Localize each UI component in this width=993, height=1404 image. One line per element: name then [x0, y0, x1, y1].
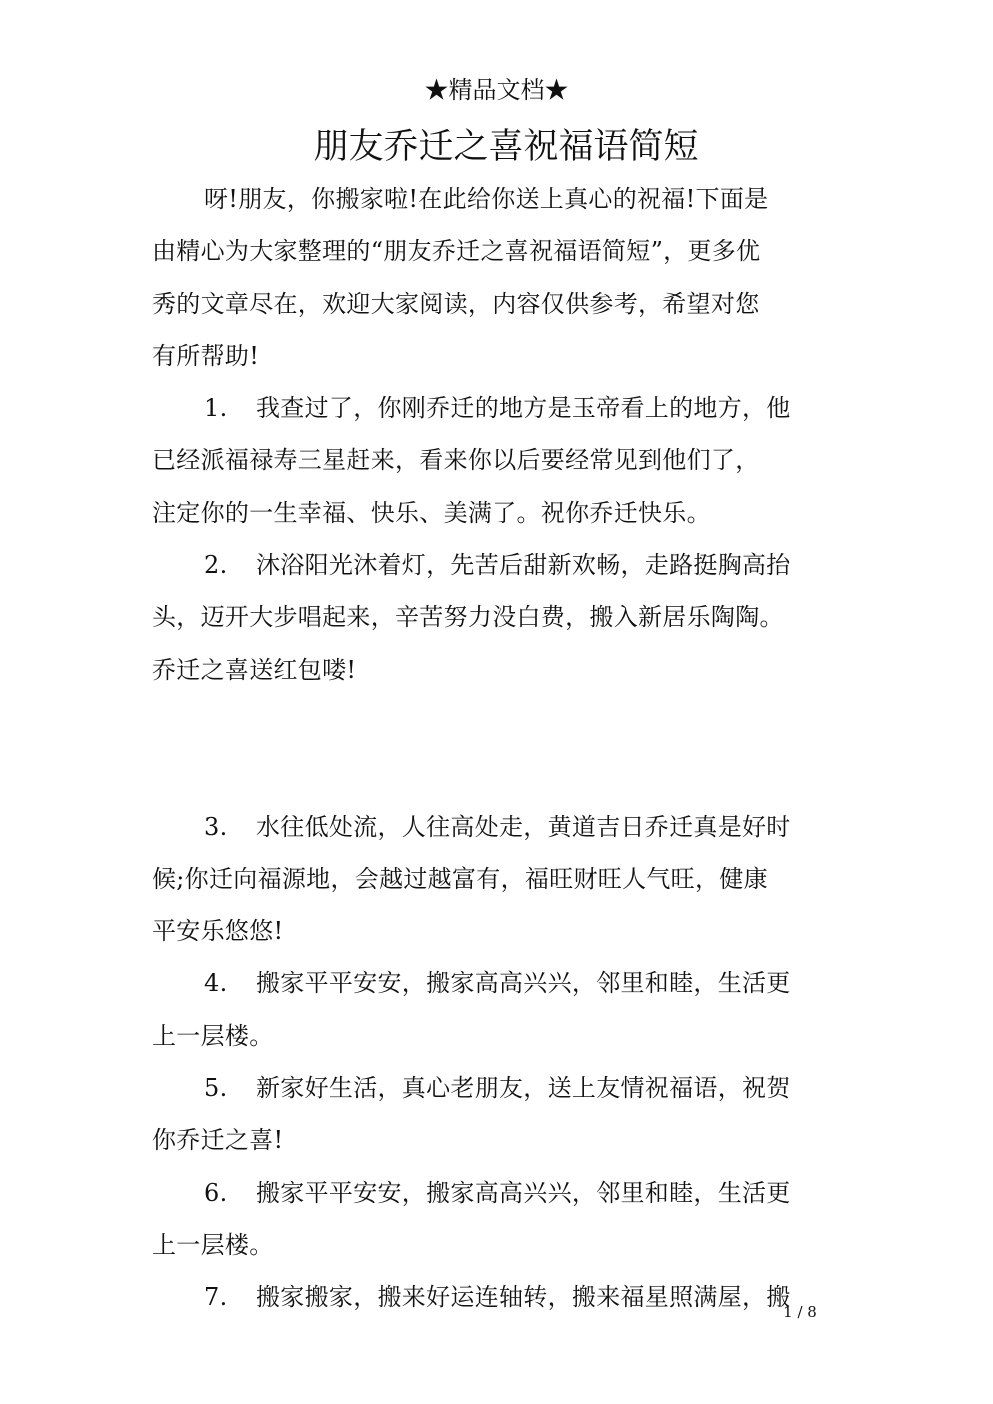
list-item-1 — [152, 386, 852, 543]
list-item-7 — [152, 1275, 852, 1327]
item-text: 沐浴阳光沐着灯，先苦后甜新欢畅，走路挺胸高抬 — [256, 551, 791, 580]
text-line — [152, 1066, 852, 1118]
list-item-3 — [152, 805, 852, 962]
item-text: 新家好生活，真心老朋友，送上友情祝福语，祝贺 — [256, 1074, 791, 1103]
item-text: 搬家搬家，搬来好运连轴转，搬来福星照满屋，搬 — [256, 1283, 791, 1312]
text-line: 乔迁之喜送红包喽! — [152, 655, 357, 684]
text-line: 头，迈开大步唱起来，辛苦努力没白费，搬入新居乐陶陶。 — [152, 603, 784, 632]
page-number: 1 / 8 — [783, 1303, 817, 1321]
item-number: 2. — [204, 551, 228, 580]
blank-line — [152, 700, 852, 752]
text-line: 平安乐悠悠! — [152, 917, 284, 946]
item-number: 7. — [204, 1283, 228, 1312]
text-line — [152, 386, 852, 438]
text-line: 上一层楼。 — [152, 1021, 274, 1050]
intro-paragraph — [152, 177, 852, 386]
item-number: 5. — [204, 1074, 228, 1103]
text-line: 已经派福禄寿三星赶来，看来你以后要经常见到他们了， — [152, 446, 760, 475]
text-line: 秀的文章尽在，欢迎大家阅读，内容仅供参考，希望对您 — [152, 289, 760, 318]
text-line — [152, 1275, 852, 1327]
document-title: 朋友乔迁之喜祝福语简短 — [313, 127, 699, 167]
item-text: 搬家平平安安，搬家高高兴兴，邻里和睦，生活更 — [256, 1178, 791, 1207]
header-watermark: ★精品文档★ — [424, 76, 569, 104]
text-line — [152, 805, 852, 857]
item-number: 6. — [204, 1178, 228, 1207]
list-item-2 — [152, 543, 852, 700]
text-line: 你乔迁之喜! — [152, 1126, 284, 1155]
text-line: 由精心为大家整理的“朋友乔迁之喜祝福语简短”，更多优 — [152, 237, 761, 266]
text-line — [152, 543, 852, 595]
item-number: 3. — [204, 812, 228, 841]
item-number: 1. — [204, 394, 228, 423]
item-text: 搬家平平安安，搬家高高兴兴，邻里和睦，生活更 — [256, 969, 791, 998]
blank-line — [152, 752, 852, 804]
list-item-5 — [152, 1066, 852, 1171]
text-line: 有所帮助! — [152, 341, 260, 370]
text-line: 上一层楼。 — [152, 1230, 274, 1259]
document-body — [152, 177, 852, 1328]
text-line: 注定你的一生幸福、快乐、美满了。祝你乔迁快乐。 — [152, 498, 711, 527]
list-item-4 — [152, 961, 852, 1066]
list-item-6 — [152, 1171, 852, 1276]
text-line: 候;你迁向福源地，会越过越富有，福旺财旺人气旺，健康 — [152, 864, 768, 893]
item-text: 我查过了，你刚乔迁的地方是玉帝看上的地方，他 — [256, 394, 791, 423]
item-text: 水往低处流，人往高处走，黄道吉日乔迁真是好时 — [256, 812, 791, 841]
item-number: 4. — [204, 969, 228, 998]
text-line — [152, 1171, 852, 1223]
text-line — [152, 961, 852, 1013]
text-line: 呀!朋友，你搬家啦!在此给你送上真心的祝福!下面是 — [204, 185, 769, 213]
